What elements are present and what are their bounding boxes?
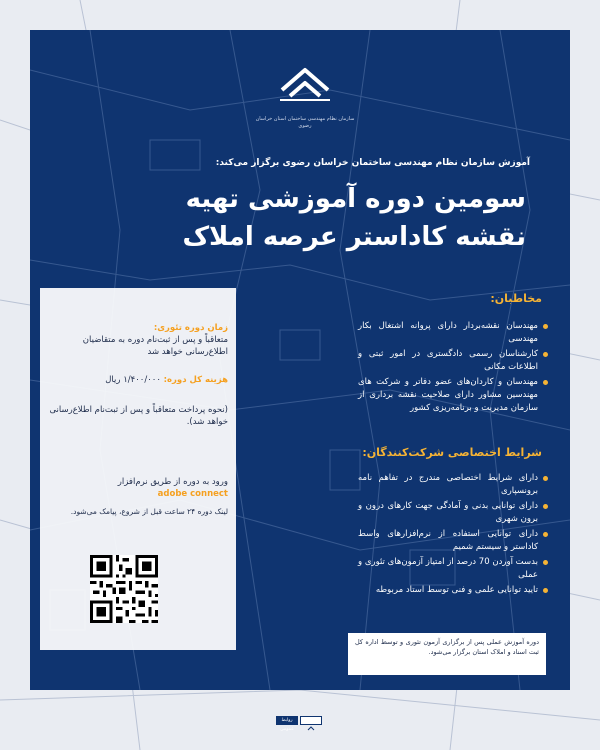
- time-section: [48, 322, 228, 358]
- list-item: کارشناسان رسمی دادگستری در امور ثبتی و اطلاعات مکانی: [358, 348, 548, 374]
- list-item: بدست آوردن 70 درصد از امتیاز آزمون‌های تئوری و عملی: [358, 556, 548, 582]
- logo-caption: سازمان نظام مهندسی ساختمان استان خراسان رضوی: [255, 116, 355, 129]
- list-item: مهندسان نقشه‌بردار دارای پروانه اشتغال بکار مهندسی: [358, 320, 548, 346]
- qr-code-icon[interactable]: [90, 555, 158, 623]
- cost-label: هزینه کل دوره:: [163, 375, 228, 385]
- intro-text: آموزش سازمان نظام مهندسی ساختمان خراسان رضوی برگزار می‌کند:: [215, 158, 530, 168]
- entry-section: [48, 476, 228, 500]
- conditions-heading: شرایط اختصاصی شرکت‌کنندگان:: [362, 446, 542, 459]
- engineering-organization-logo-icon: [270, 48, 340, 118]
- list-item: دارای شرایط اختصاصی مندرج در تفاهم نامه برونسپاری: [358, 472, 548, 498]
- cost-section: [48, 374, 228, 386]
- title-line-2: نقشه کاداستر عرصه املاک: [182, 222, 526, 252]
- mini-logo-icon: [301, 725, 321, 732]
- conditions-list: [358, 472, 548, 599]
- entry-app-name: adobe connect: [157, 489, 228, 499]
- footer-badge-label: روابط عمومی: [280, 718, 294, 732]
- page-title: [56, 180, 526, 256]
- practical-course-note: دوره آموزش عملی پس از برگزاری آزمون تئوری و توسط اداره کل ثبت اسناد و املاک استان برگزار می‌شود.: [348, 633, 546, 675]
- time-label: زمان دوره تئوری:: [153, 323, 228, 333]
- list-item: مهندسان و کاردان‌های عضو دفاتر و شرکت های مهندسین مشاور دارای صلاحیت نقشه برداری از سازمان مدیریت و برنامه‌ریزی کشور: [358, 376, 548, 415]
- entry-text: ورود به دوره از طریق نرم‌افزار: [117, 477, 228, 487]
- cost-note: (نحوه پرداخت متعاقباً و پس از ثبت‌نام اطلاع‌رسانی خواهد شد).: [49, 405, 228, 427]
- list-item: تایید توانایی علمی و فنی توسط استاد مربوطه: [358, 584, 548, 597]
- footer-badge-public-relations: [276, 716, 298, 732]
- footer-logo-icon: [300, 716, 322, 725]
- list-item: دارای توانایی بدنی و آمادگی جهت کارهای درون و برون شهری: [358, 500, 548, 526]
- link-note: لینک دوره ۲۴ ساعت قبل از شروع، پیامک می‌شود.: [70, 507, 228, 516]
- list-item: دارای توانایی استفاده از نرم‌افزارهای واسط کاداستر و سیستم شمیم: [358, 528, 548, 554]
- title-line-1: سومین دوره آموزشی تهیه: [185, 184, 526, 214]
- audience-list: [358, 320, 548, 417]
- time-value: متعاقباً و پس از ثبت‌نام دوره به متقاضیان اطلاع‌رسانی خواهد شد: [82, 335, 228, 357]
- cost-value: ۱/۴۰۰/۰۰۰ ریال: [105, 375, 161, 385]
- audience-heading: مخاطبان:: [490, 292, 542, 305]
